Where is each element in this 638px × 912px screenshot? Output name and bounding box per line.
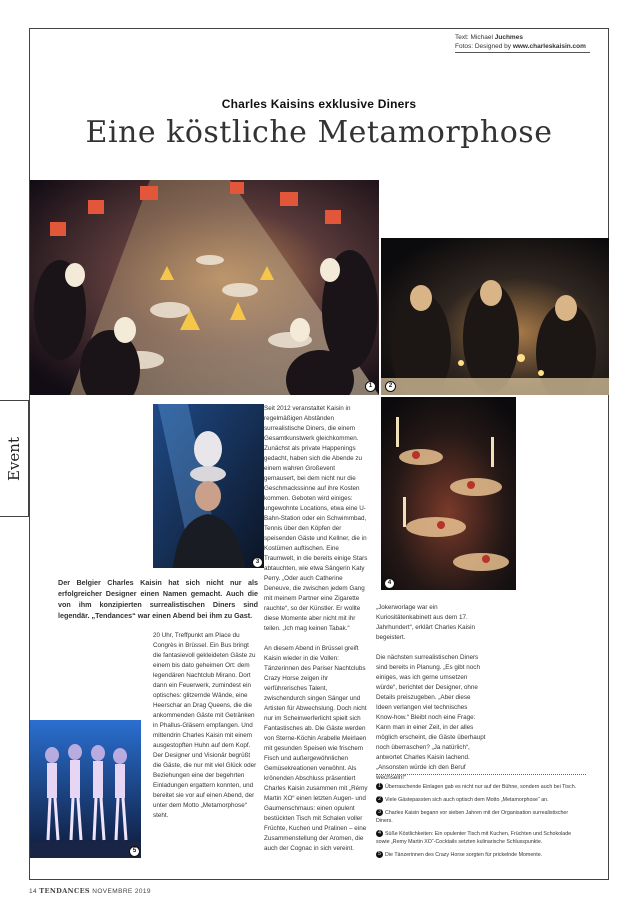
photo-guests-image xyxy=(381,238,609,395)
photo-badge-3: 3 xyxy=(252,557,263,568)
section-label: Event xyxy=(5,436,23,481)
photo-badge-2: 2 xyxy=(385,381,396,392)
photo-badge-4: 4 xyxy=(384,578,395,589)
body-paragraph: Seit 2012 veranstaltet Kaisin in regelmäßigen Abständen surrealistische Diners, die einem Gesamtkunstwerk gleichkommen. Zunächst als private Happenings gedacht, haben sich die Abende zu einem wahren Großevent gemausert, bei dem nicht nur die Geschmackssinne auf ihre Kosten kommen. Geboten wird einiges: ungewohnte Locations, etwa eine U-Bahn-Station oder ein Schwimmbad, Tennis über den Köpfen der speisenden Gäste und Kellner, die in Kostümen auftischen. Eine Traumwelt, in die bereits einige Stars abtauchten, wie etwa Sängerin Katy Perry. „Oder auch Catherine Deneuve, die zwischen jedem Gang mit meinem Partner eine Zigarette rauchte“, so der Künstler. Er wollte diese Momente aber nicht mit ihr teilen. „Ich mag keinen Tabak.“ xyxy=(264,405,368,632)
body-column-middle xyxy=(264,404,368,854)
body-paragraph: 20 Uhr, Treffpunkt am Place du Congrès in Brüssel. Ein Bus bringt die fantasievoll gekleideten Gäste zu einem bis dato geheimen Ort: dem legendären Nachtclub Mirano. Dort dann ein Feuerwerk, zumindest ein optisches: glitzernde Wände, eine Heerschar an Drag Queens, die die ankommenden Gäste mit Getränken in Phallus-Gläsern empfangen. Und mittendrin Charles Kaisin mit einem ausgestopften Huhn auf dem Kopf. Der Designer und Visionär begrüßt die Gäste, die nur mit viel Glück oder Beziehungen eine der begehrten Einladungen ergattern konnten, und bereitet sie vor auf einen Abend, der unter dem Motto „Metamorphose“ steht. xyxy=(153,632,257,819)
caption-1: 1 Überraschende Einlagen gab es nicht nur auf der Bühne, sondern auch bei Tisch. xyxy=(376,783,586,791)
issue-date: NOVEMBRE 2019 xyxy=(92,888,151,895)
photo-guests xyxy=(381,238,609,395)
photo-banquet xyxy=(30,180,379,395)
page-number: 14 xyxy=(29,888,38,895)
kicker: Charles Kaisins exklusive Diners xyxy=(221,97,417,111)
photo-dessert-image xyxy=(381,397,516,590)
text-author: Juchmes xyxy=(494,34,523,41)
magazine-name: TENDANCES xyxy=(39,887,91,895)
photo-credit-label: Fotos: Designed by xyxy=(455,43,513,50)
caption-5: 5 Die Tänzerinnen des Crazy Horse sorgten für prickelnde Momente. xyxy=(376,851,586,859)
lead-paragraph: Der Belgier Charles Kaisin hat sich nicht nur als erfolgreicher Designer einen Namen gemacht. Auch die von ihm konzipierten surrealistischen Diners sind legendär. „Tendances“ war einen Abend bei ihm zu Gast. xyxy=(58,578,258,620)
body-paragraph: An diesem Abend in Brüssel greift Kaisin wieder in die Vollen: Tänzerinnen des Pariser Nachtclubs Crazy Horse zeigen ihr verführerisches Talent, zwischendurch singen Sänger und Artisten für Abwechslung. Doch nicht nur im Scheinwerferlicht spielt sich Fantastisches ab. Die Gäste werden von Sterne-Köchin Arabelle Meirlaen mit gesunden Speisen wie frischem Fisch und außergewöhnlichen Gemüsekreationen verwöhnt. Als krönenden Abschluss präsentiert Charles Kaisin zusammen mit „Rémy Martin XO“ einen letzten Augen- und Gaumenschmaus: einen opulent bestückten Tisch mit Schalen voller Früchte, Kuchen und Pralinen – eine Zusammenstellung der Aromen, die auch der Cognac in sich vereint. xyxy=(264,645,368,852)
captions-divider xyxy=(376,774,586,775)
caption-3: 3 Charles Kaisin begann vor sieben Jahren mit der Organisation surrealistischer Diners. xyxy=(376,809,569,824)
photo-dancers xyxy=(30,720,141,858)
body-column-right xyxy=(376,603,486,783)
text-credit-label: Text: Michael xyxy=(455,34,495,41)
body-paragraph: „Jokerworlage war ein Kuriositätenkabinett aus dem 17. Jahrhundert“, erklärt Charles Kaisin begeistert. xyxy=(376,604,476,641)
credits xyxy=(455,33,595,51)
caption-2: 2 Viele Gästepassten sich auch optisch dem Motto „Metamorphose“ an. xyxy=(376,796,586,804)
photo-portrait-image xyxy=(153,404,264,568)
photo-portrait xyxy=(153,404,264,568)
photo-source: www.charleskaisin.com xyxy=(512,43,586,50)
body-paragraph: Die nächsten surrealistischen Diners sind bereits in Planung. „Es gibt noch einiges, was ich gerne umsetzen würde“, berichtet der Designer, ohne Details preiszugeben. „Aber diese Ideen verlangen viel technisches Know-how.“ Bleibt noch eine Frage: Kann man in einer Zeit, in der alles möglich erscheint, die Gäste überhaupt noch überraschen? „Ja natürlich“, antwortet Charles Kaisin lachend. „Ansonsten würde ich den Beruf wechseln!“ xyxy=(376,654,486,781)
credits-rule xyxy=(455,52,590,53)
photo-dancers-image xyxy=(30,720,141,858)
body-column-left xyxy=(153,631,257,821)
section-tab xyxy=(0,400,29,517)
photo-badge-1: 1 xyxy=(365,381,376,392)
caption-4: 4 Süße Köstlichkeiten: Ein opulenter Tisch mit Kuchen, Früchten und Schokolade sowie „Remy Martin XO“-Cocktails setzten kulinarische Schlusspunkte. xyxy=(376,830,572,845)
photo-dessert xyxy=(381,397,516,590)
photo-badge-5: 5 xyxy=(129,846,140,857)
photo-banquet-image xyxy=(30,180,379,395)
photo-captions xyxy=(376,774,586,864)
headline: Eine köstliche Metamorphose xyxy=(85,115,553,150)
page-footer xyxy=(29,887,151,895)
